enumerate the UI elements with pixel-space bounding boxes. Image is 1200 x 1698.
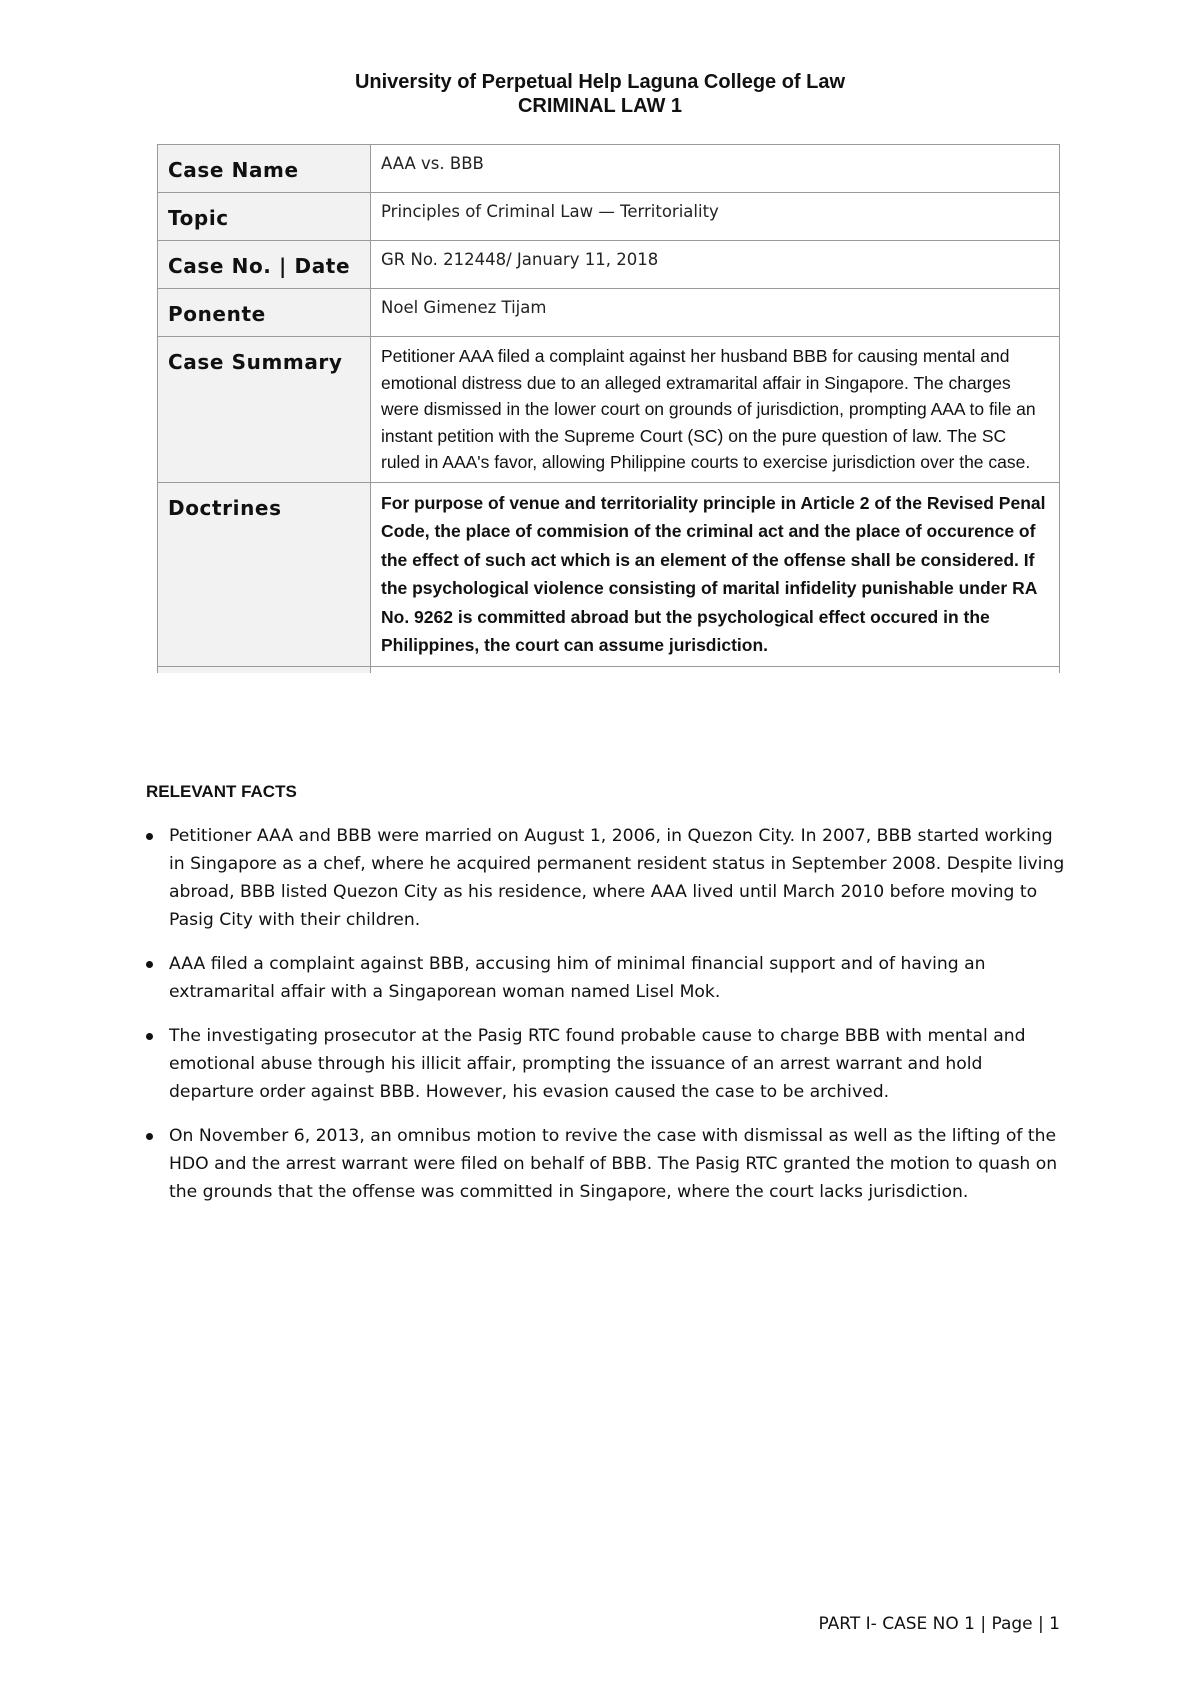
- page-footer: PART I- CASE NO 1 | Page | 1: [818, 1614, 1060, 1634]
- bullet-icon: [146, 833, 153, 840]
- topic-value: Principles of Criminal Law — Territoriality: [371, 193, 1060, 241]
- bullet-icon: [146, 961, 153, 968]
- case-no-date-value: GR No. 212448/ January 11, 2018: [371, 241, 1060, 289]
- list-item: [146, 950, 1066, 1006]
- table-row-ponente: [158, 289, 1060, 337]
- table-row-trailing: [158, 666, 1060, 673]
- table-row-doctrines: [158, 482, 1060, 666]
- fact-text: The investigating prosecutor at the Pasig RTC found probable cause to charge BBB with mental and emotional abuse through his illicit affair, prompting the issuance of an arrest warrant and hold departure order against BBB. However, his evasion caused the case to be archived.: [169, 1026, 1026, 1102]
- case-name-label: Case Name: [158, 145, 371, 193]
- table-row-topic: [158, 193, 1060, 241]
- table-row-case-summary: [158, 337, 1060, 483]
- fact-text: AAA filed a complaint against BBB, accusing him of minimal financial support and of having an extramarital affair with a Singaporean woman named Lisel Mok.: [169, 954, 986, 1002]
- case-no-date-label: Case No. | Date: [158, 241, 371, 289]
- fact-text: On November 6, 2013, an omnibus motion to revive the case with dismissal as well as the lifting of the HDO and the arrest warrant were filed on behalf of BBB. The Pasig RTC granted the motion to quash on the grounds that the offense was committed in Singapore, where the court lacks jurisdiction.: [169, 1126, 1058, 1202]
- doctrines-value: For purpose of venue and territoriality principle in Article 2 of the Revised Penal Code, the place of commision of the criminal act and the place of occurence of the effect of such act which is an element of the offense shall be considered. If the psychological violence consisting of marital infidelity punishable under RA No. 9262 is committed abroad but the psychological effect occured in the Philippines, the court can assume jurisdiction.: [371, 482, 1060, 666]
- ponente-label: Ponente: [158, 289, 371, 337]
- list-item: [146, 822, 1066, 934]
- table-row-case-name: [158, 145, 1060, 193]
- bullet-icon: [146, 1033, 153, 1040]
- document-header: [0, 70, 1200, 118]
- ponente-value: Noel Gimenez Tijam: [371, 289, 1060, 337]
- case-name-value: AAA vs. BBB: [371, 145, 1060, 193]
- trailing-label-cell: [158, 666, 371, 673]
- case-summary-label: Case Summary: [158, 337, 371, 483]
- case-summary-value: Petitioner AAA filed a complaint against her husband BBB for causing mental and emotional distress due to an alleged extramarital affair in Singapore. The charges were dismissed in the lower court on grounds of jurisdiction, prompting AAA to file an instant petition with the Supreme Court (SC) on the pure question of law. The SC ruled in AAA's favor, allowing Philippine courts to exercise jurisdiction over the case.: [371, 337, 1060, 483]
- trailing-value-cell: [371, 666, 1060, 673]
- table-row-case-no-date: [158, 241, 1060, 289]
- topic-label: Topic: [158, 193, 371, 241]
- relevant-facts-list: [146, 822, 1066, 1222]
- bullet-icon: [146, 1133, 153, 1140]
- case-digest-table: [157, 144, 1060, 673]
- fact-text: Petitioner AAA and BBB were married on August 1, 2006, in Quezon City. In 2007, BBB started working in Singapore as a chef, where he acquired permanent resident status in September 2008. Despite living abroad, BBB listed Quezon City as his residence, where AAA lived until March 2010 before moving to Pasig City with their children.: [169, 826, 1065, 930]
- school-name: University of Perpetual Help Laguna College of Law: [354, 71, 846, 93]
- list-item: [146, 1122, 1066, 1206]
- relevant-facts-heading: RELEVANT FACTS: [146, 782, 297, 801]
- doctrines-label: Doctrines: [158, 482, 371, 666]
- course-title: CRIMINAL LAW 1: [517, 95, 683, 117]
- list-item: [146, 1022, 1066, 1106]
